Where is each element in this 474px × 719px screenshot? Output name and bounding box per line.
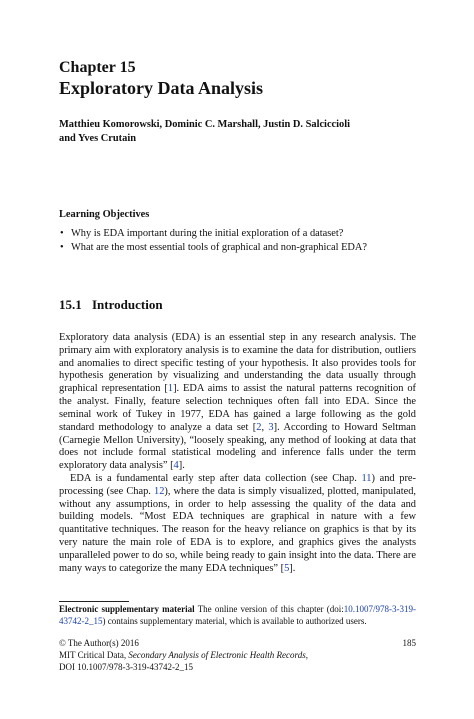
objective-item — [59, 227, 416, 241]
paragraph-1 — [59, 332, 416, 473]
footnote-label: Electronic supplementary material — [59, 604, 195, 614]
doi-line: DOI 10.1007/978-3-319-43742-2_15 — [59, 662, 193, 672]
page-number: 185 — [402, 638, 416, 648]
learning-objectives-list — [59, 227, 416, 254]
paragraph-2 — [59, 473, 416, 576]
publication-text: , — [305, 650, 308, 660]
author-line-2: and Yves Crutain — [59, 132, 136, 144]
paragraph-text: ]. — [178, 460, 185, 472]
section-body — [59, 332, 416, 575]
citation-link[interactable]: 5 — [284, 562, 290, 574]
section-title: Introduction — [92, 297, 163, 312]
objective-text: Why is EDA important during the initial exploration of a dataset? — [71, 228, 344, 239]
section-number: 15.1 — [59, 297, 82, 312]
footnote-text: ) contains supplementary material, which is available to authorized users. — [102, 615, 367, 626]
paragraph-text: ]. According to Howard Seltman (Carnegie Mellon University), “loosely speaking, any method of looking at data that does not include formal statistical modeling and inference falls under the term exploratory data analysis” [ — [59, 421, 416, 472]
page-content — [59, 58, 416, 575]
citation-link[interactable]: 4 — [173, 460, 179, 472]
footnote — [59, 604, 416, 627]
learning-objectives-heading: Learning Objectives — [59, 209, 150, 220]
chapter-label: Chapter 15 — [59, 59, 136, 76]
publication-line — [59, 649, 416, 661]
footnote-text: The online version of this chapter (doi: — [194, 604, 344, 614]
section-heading — [59, 297, 416, 313]
citation-link[interactable]: 1 — [167, 383, 174, 395]
paragraph-text: ]. — [289, 562, 296, 574]
paragraph-text: EDA is a fundamental early step after data collection (see Chap. — [70, 472, 362, 484]
objective-text: What are the most essential tools of graphical and non-graphical EDA? — [71, 241, 368, 253]
bullet-icon: • — [60, 241, 64, 253]
chapter-title: Exploratory Data Analysis — [59, 78, 264, 98]
paragraph-text: ]. EDA aims to assist the natural patterns recognition of the analyst. Finally, feature selection techniques often fall into EDA. Since the seminal work of Tukey in 1977, EDA has gained a large following as the gold standard methodology to analyze a data set [ — [59, 383, 416, 433]
citation-link[interactable]: 3 — [268, 421, 274, 433]
footnote-divider — [59, 601, 129, 602]
copyright-line: © The Author(s) 2016 — [59, 638, 139, 648]
paragraph-text: ) and pre-processing (see Chap. — [59, 472, 416, 497]
book-title: Secondary Analysis of Electronic Health Records — [128, 650, 306, 660]
author-list — [59, 118, 416, 145]
citation-link[interactable]: 2 — [256, 421, 262, 433]
publication-text: MIT Critical Data, — [59, 650, 129, 660]
chapter-link[interactable]: 11 — [361, 472, 372, 484]
paragraph-text: ), where the data is simply visualized, plotted, manipulated, without any assumptions, in order to help assessing the quality of the data and building models. “Most EDA techniques are graphical in nature with a few quantitative techniques. The reason for the heavy reliance on graphics is that by its very nature the main role of EDA is to explore, and graphics gives the analysts unparalleled power to do so, while being ready to gain insight into the data. There are many ways to categorize the many EDA techniques” [ — [59, 485, 416, 574]
copyright-block — [59, 637, 416, 673]
author-line-1: Matthieu Komorowski, Dominic C. Marshall, Justin D. Salciccioli — [59, 119, 351, 130]
doi-link[interactable]: 10.1007/978-3-319-43742-2_15 — [59, 604, 416, 626]
objective-item — [59, 241, 416, 255]
paragraph-text: Exploratory data analysis (EDA) is an essential step in any research analysis. The primary aim with exploratory analysis is to examine the data for distribution, outliers and anomalies to direct specific testing of your hypothesis. It also provides tools for hypothesis generation by visualizing and understanding the data usually through graphical representation [ — [59, 332, 416, 395]
chapter-link[interactable]: 12 — [154, 485, 165, 497]
paragraph-text: , — [261, 421, 269, 433]
bullet-icon: • — [60, 228, 64, 239]
